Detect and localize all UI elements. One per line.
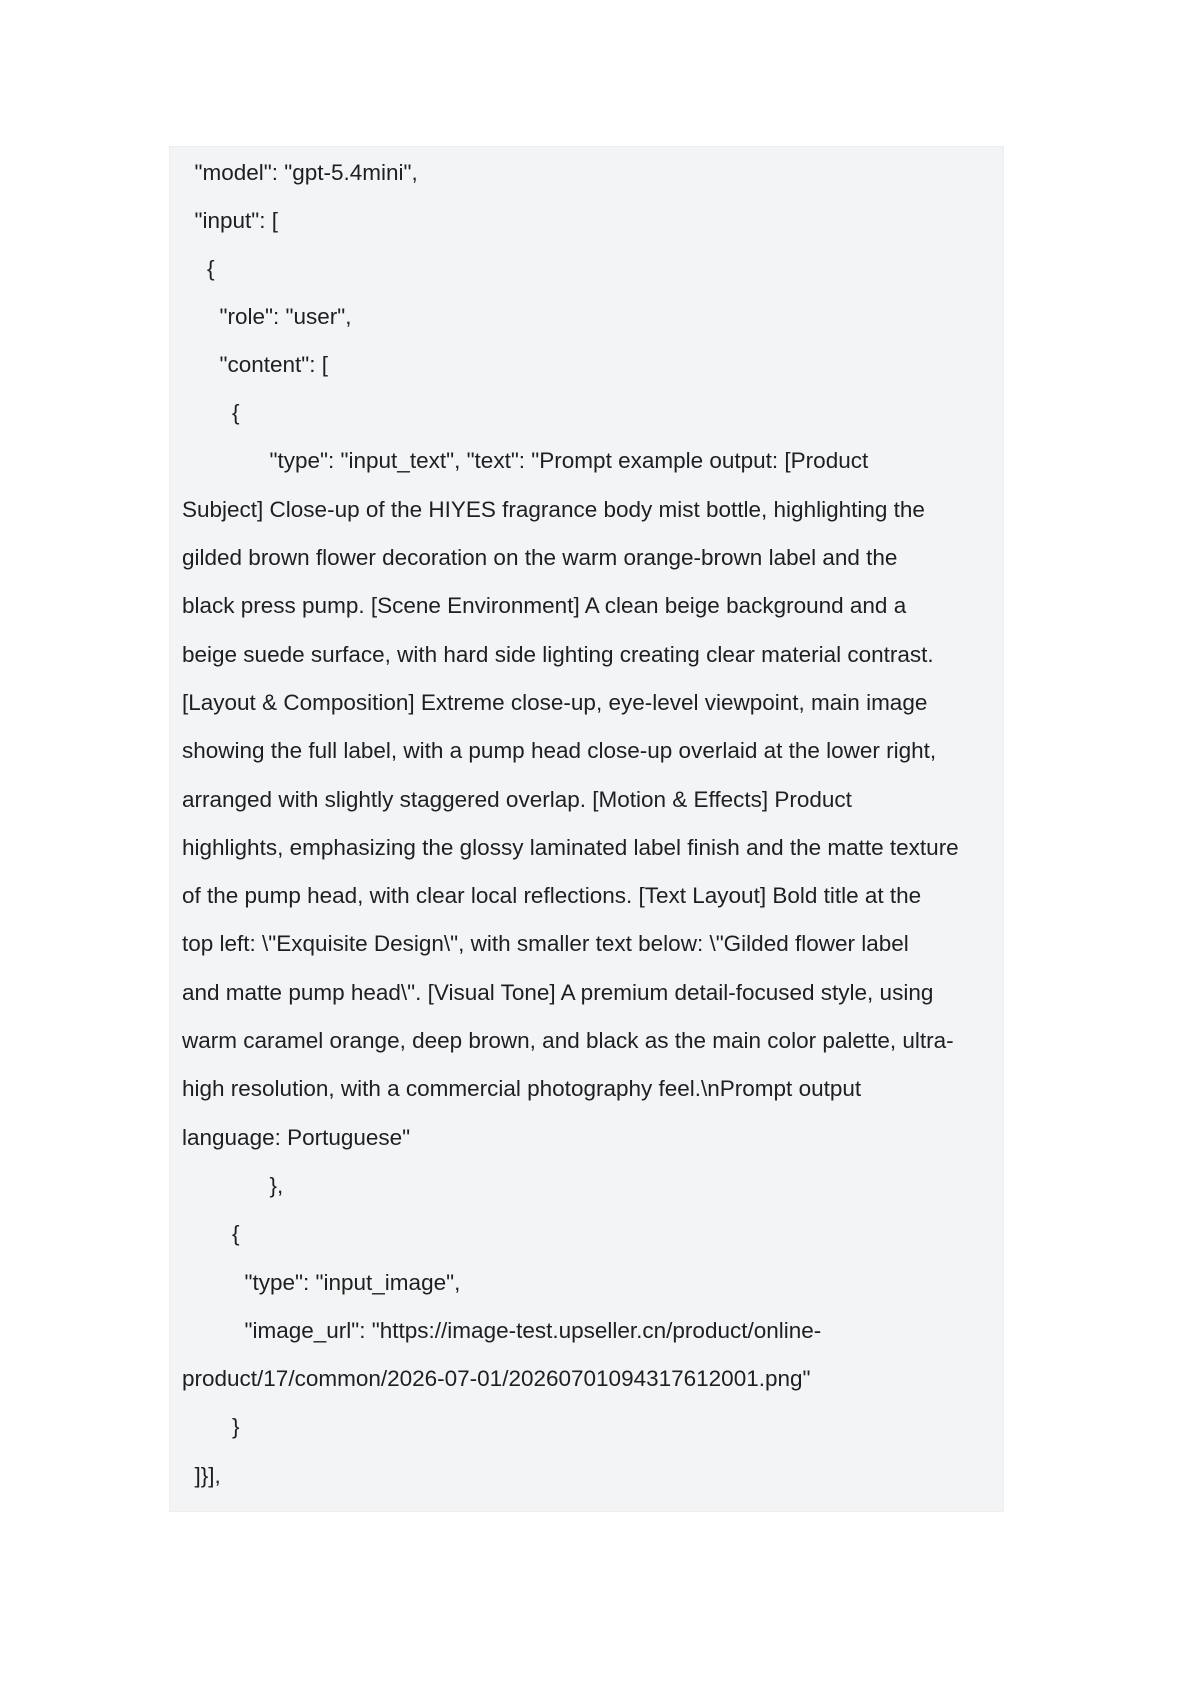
code-line: },: [182, 1173, 284, 1198]
code-line: {: [182, 256, 215, 281]
code-line: and matte pump head\". [Visual Tone] A premium detail-focused style, using: [182, 980, 934, 1005]
code-line: high resolution, with a commercial photography feel.\nPrompt output: [182, 1076, 862, 1101]
code-line: [Layout & Composition] Extreme close-up, eye-level viewpoint, main image: [182, 690, 928, 715]
code-line: "input": [: [182, 208, 279, 233]
code-line: top left: \"Exquisite Design\", with smaller text below: \"Gilded flower label: [182, 931, 909, 956]
code-line: "type": "input_text", "text": "Prompt example output: [Product: [182, 448, 869, 473]
code-line: {: [182, 1221, 240, 1246]
code-line: black press pump. [Scene Environment] A clean beige background and a: [182, 593, 907, 618]
code-line: gilded brown flower decoration on the warm orange-brown label and the: [182, 545, 898, 570]
code-line: highlights, emphasizing the glossy laminated label finish and the matte texture: [182, 835, 959, 860]
code-line: warm caramel orange, deep brown, and black as the main color palette, ultra-: [182, 1028, 954, 1053]
code-line: "model": "gpt-5.4mini",: [182, 160, 418, 185]
code-line: "content": [: [182, 352, 329, 377]
code-line: "role": "user",: [182, 304, 352, 329]
code-line: product/17/common/2026-07-01/20260701094317612001.png": [182, 1366, 811, 1391]
code-line: Subject] Close-up of the HIYES fragrance body mist bottle, highlighting the: [182, 497, 925, 522]
code-line: }: [182, 1414, 240, 1439]
code-line: beige suede surface, with hard side lighting creating clear material contrast.: [182, 642, 934, 667]
code-block: [169, 146, 1004, 1512]
code-line: showing the full label, with a pump head close-up overlaid at the lower right,: [182, 738, 937, 763]
code-line: arranged with slightly staggered overlap. [Motion & Effects] Product: [182, 787, 852, 812]
code-line: ]}],: [182, 1463, 221, 1488]
code-line: of the pump head, with clear local reflections. [Text Layout] Bold title at the: [182, 883, 922, 908]
code-line: language: Portuguese": [182, 1125, 411, 1150]
code-line: "type": "input_image",: [182, 1270, 461, 1295]
code-line: "image_url": "https://image-test.upseller.cn/product/online-: [182, 1318, 822, 1343]
code-line: {: [182, 400, 240, 425]
